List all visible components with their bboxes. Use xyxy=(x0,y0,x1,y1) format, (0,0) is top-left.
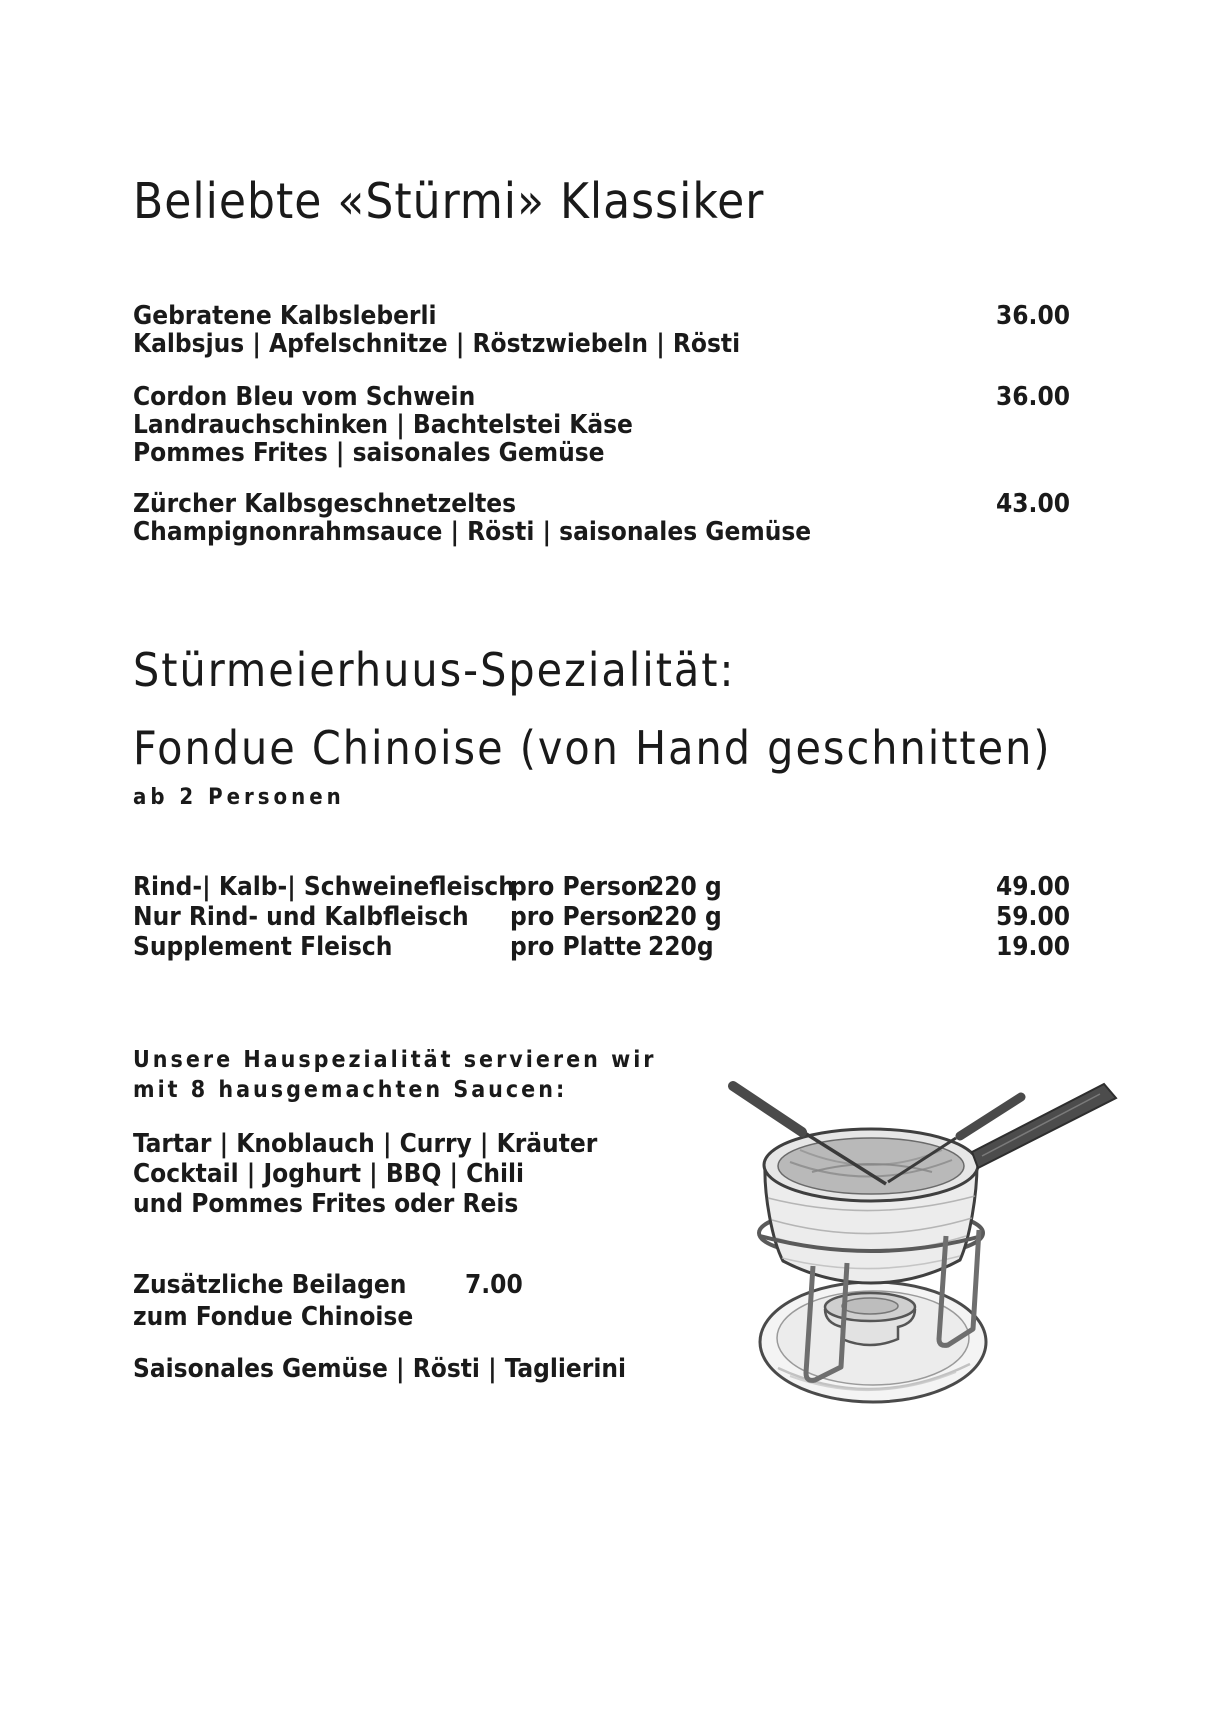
sauces-line: Cocktail | Joghurt | BBQ | Chili xyxy=(133,1159,525,1189)
option-weight: 220 g xyxy=(648,872,722,902)
item-price: 36.00 xyxy=(996,382,1070,412)
sauces-line: Tartar | Knoblauch | Curry | Kräuter xyxy=(133,1129,598,1159)
extra-sides-name: Zusätzliche Beilagen xyxy=(133,1270,407,1300)
item-desc: Champignonrahmsauce | Rösti | saisonales Gemüse xyxy=(133,517,812,547)
section-title-speciality: Stürmeierhuus-Spezialität: xyxy=(133,643,736,697)
item-price: 36.00 xyxy=(996,301,1070,331)
sauces-intro-line: Unsere Hauspezialität servieren wir xyxy=(133,1047,657,1073)
option-price: 19.00 xyxy=(996,932,1070,962)
menu-item-row xyxy=(133,489,1070,519)
item-desc: Kalbsjus | Apfelschnitze | Röstzwiebeln | Rösti xyxy=(133,329,741,359)
menu-item-row xyxy=(133,382,1070,412)
item-desc: Landrauchschinken | Bachtelstei Käse xyxy=(133,410,633,440)
option-price: 49.00 xyxy=(996,872,1070,902)
min-persons-note: ab 2 Personen xyxy=(133,785,345,810)
dish-title-fondue-chinoise: Fondue Chinoise (von Hand geschnitten) xyxy=(133,721,1052,775)
sides-list: Saisonales Gemüse | Rösti | Taglierini xyxy=(133,1354,626,1384)
option-price: 59.00 xyxy=(996,902,1070,932)
option-weight: 220g xyxy=(648,932,714,962)
extra-sides-price: 7.00 xyxy=(465,1270,523,1300)
sauces-line: und Pommes Frites oder Reis xyxy=(133,1189,519,1219)
fondue-option-row xyxy=(133,902,1070,932)
option-weight: 220 g xyxy=(648,902,722,932)
fondue-option-row xyxy=(133,872,1070,902)
option-portion: pro Person xyxy=(510,902,654,932)
menu-item-row xyxy=(133,301,1070,331)
fondue-option-row xyxy=(133,932,1070,962)
option-portion: pro Platte xyxy=(510,932,642,962)
item-price: 43.00 xyxy=(996,489,1070,519)
extra-sides-desc: zum Fondue Chinoise xyxy=(133,1302,414,1332)
sauces-intro-line: mit 8 hausgemachten Saucen: xyxy=(133,1077,568,1103)
item-name: Cordon Bleu vom Schwein xyxy=(133,382,476,412)
pot-handle xyxy=(972,1084,1116,1168)
option-name: Rind-| Kalb-| Schweinefleisch xyxy=(133,872,515,902)
option-name: Nur Rind- und Kalbfleisch xyxy=(133,902,469,932)
item-name: Gebratene Kalbsleberli xyxy=(133,301,437,331)
section-title-classics: Beliebte «Stürmi» Klassiker xyxy=(133,173,765,230)
item-desc: Pommes Frites | saisonales Gemüse xyxy=(133,438,605,468)
option-portion: pro Person xyxy=(510,872,654,902)
option-name: Supplement Fleisch xyxy=(133,932,393,962)
fondue-pot-illustration xyxy=(720,1070,1120,1415)
item-name: Zürcher Kalbsgeschnetzeltes xyxy=(133,489,517,519)
